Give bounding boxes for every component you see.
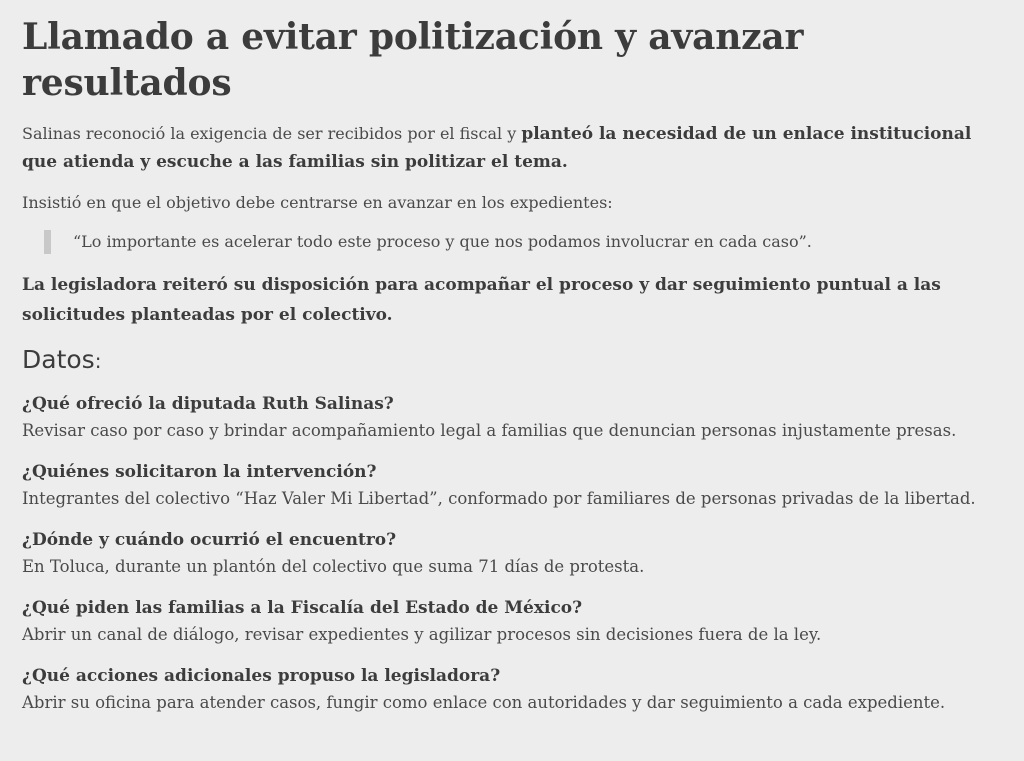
qa-question: ¿Qué piden las familias a la Fiscalía del Estado de México? [22,598,583,618]
paragraph-salinas-bold: planteó la necesidad de un enlace institucional que atienda y escuche a las familias sin politizar el tema. [22,124,972,172]
article-subtitle: Llamado a evitar politización y avanzar resultados [22,16,804,104]
blockquote-text: “Lo importante es acelerar todo este proceso y que nos podamos involucrar en cada caso”. [73,232,812,251]
qa-question: ¿Qué ofreció la diputada Ruth Salinas? [22,394,394,414]
qa-question: ¿Qué acciones adicionales propuso la legisladora? [22,666,501,686]
paragraph-salinas-plain: Salinas reconoció la exigencia de ser recibidos por el fiscal y [22,124,522,143]
qa-question: ¿Dónde y cuándo ocurrió el encuentro? [22,530,397,550]
qa-answer: En Toluca, durante un plantón del colectivo que suma 71 días de protesta. [22,557,645,576]
qa-item [22,527,1002,581]
qa-answer: Integrantes del colectivo “Haz Valer Mi Libertad”, conformado por familiares de personas privadas de la libertad. [22,489,976,508]
qa-item [22,459,1002,513]
qa-answer: Abrir su oficina para atender casos, fungir como enlace con autoridades y dar seguimiento a cada expediente. [22,693,946,712]
qa-answer: Abrir un canal de diálogo, revisar expedientes y agilizar procesos sin decisiones fuera de la ley. [22,625,822,644]
blockquote [44,230,1002,254]
datos-heading-text: Datos [22,345,95,374]
blockquote-bar [44,230,51,254]
qa-item [22,663,1002,717]
qa-item [22,391,1002,445]
datos-heading [22,344,1002,377]
qa-question: ¿Quiénes solicitaron la intervención? [22,462,377,482]
paragraph-salinas [22,120,1002,176]
qa-answer: Revisar caso por caso y brindar acompañamiento legal a familias que denuncian personas injustamente presas. [22,421,957,440]
paragraph-insistio: Insistió en que el objetivo debe centrarse en avanzar en los expedientes: [22,193,613,212]
datos-heading-colon: : [94,349,102,373]
qa-item [22,595,1002,649]
paragraph-legisladora: La legisladora reiteró su disposición para acompañar el proceso y dar seguimiento puntual a las solicitudes planteadas por el colectivo. [22,275,941,325]
